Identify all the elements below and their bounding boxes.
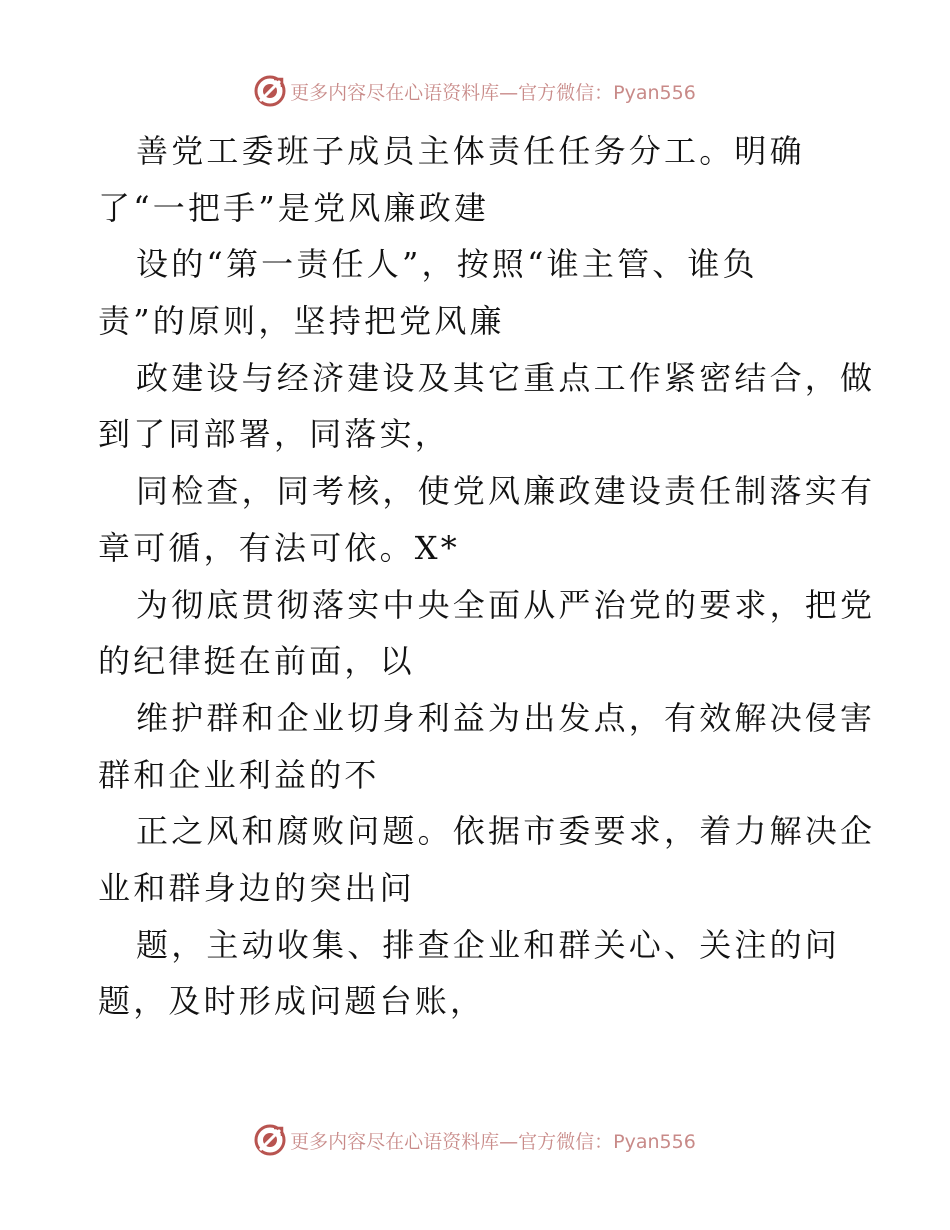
body-line: 正之风和腐败问题。依据市委要求，着力解决企	[136, 812, 876, 851]
body-line: 业和群身边的突出问	[98, 868, 415, 907]
body-line: 群和企业利益的不	[98, 755, 380, 794]
body-line: 章可循，有法可依。X*	[98, 528, 460, 567]
footer-watermark-banner	[0, 1120, 950, 1160]
logo-icon	[254, 75, 286, 107]
body-line: 到了同部署，同落实，	[98, 415, 451, 454]
body-line: 了“一把手”是党风廉政建	[98, 188, 490, 227]
body-line: 责”的原则，坚持把党风廉	[98, 302, 505, 341]
body-line: 设的“第一责任人”，按照“谁主管、谁负	[136, 245, 758, 284]
body-line: 题，主动收集、排查企业和群关心、关注的问	[136, 925, 841, 964]
body-line: 善党工委班子成员主体责任任务分工。明确	[136, 132, 805, 170]
body-line: 为彻底贯彻落实中央全面从严治党的要求，把党	[136, 585, 876, 624]
body-line: 同检查，同考核，使党风廉政建设责任制落实有	[136, 472, 876, 511]
logo-icon	[254, 1124, 286, 1156]
footer-watermark-text: 更多内容尽在心语资料库—官方微信：Pyan556	[290, 1130, 696, 1153]
body-line: 的纪律挺在前面，以	[98, 642, 415, 681]
body-line: 政建设与经济建设及其它重点工作紧密结合，做	[136, 358, 876, 397]
document-body	[98, 123, 876, 1030]
body-line: 维护群和企业切身利益为出发点，有效解决侵害	[136, 698, 876, 737]
header-watermark-text: 更多内容尽在心语资料库—官方微信：Pyan556	[290, 81, 696, 104]
body-line: 题，及时形成问题台账，	[98, 982, 486, 1021]
header-watermark-banner	[0, 71, 950, 111]
